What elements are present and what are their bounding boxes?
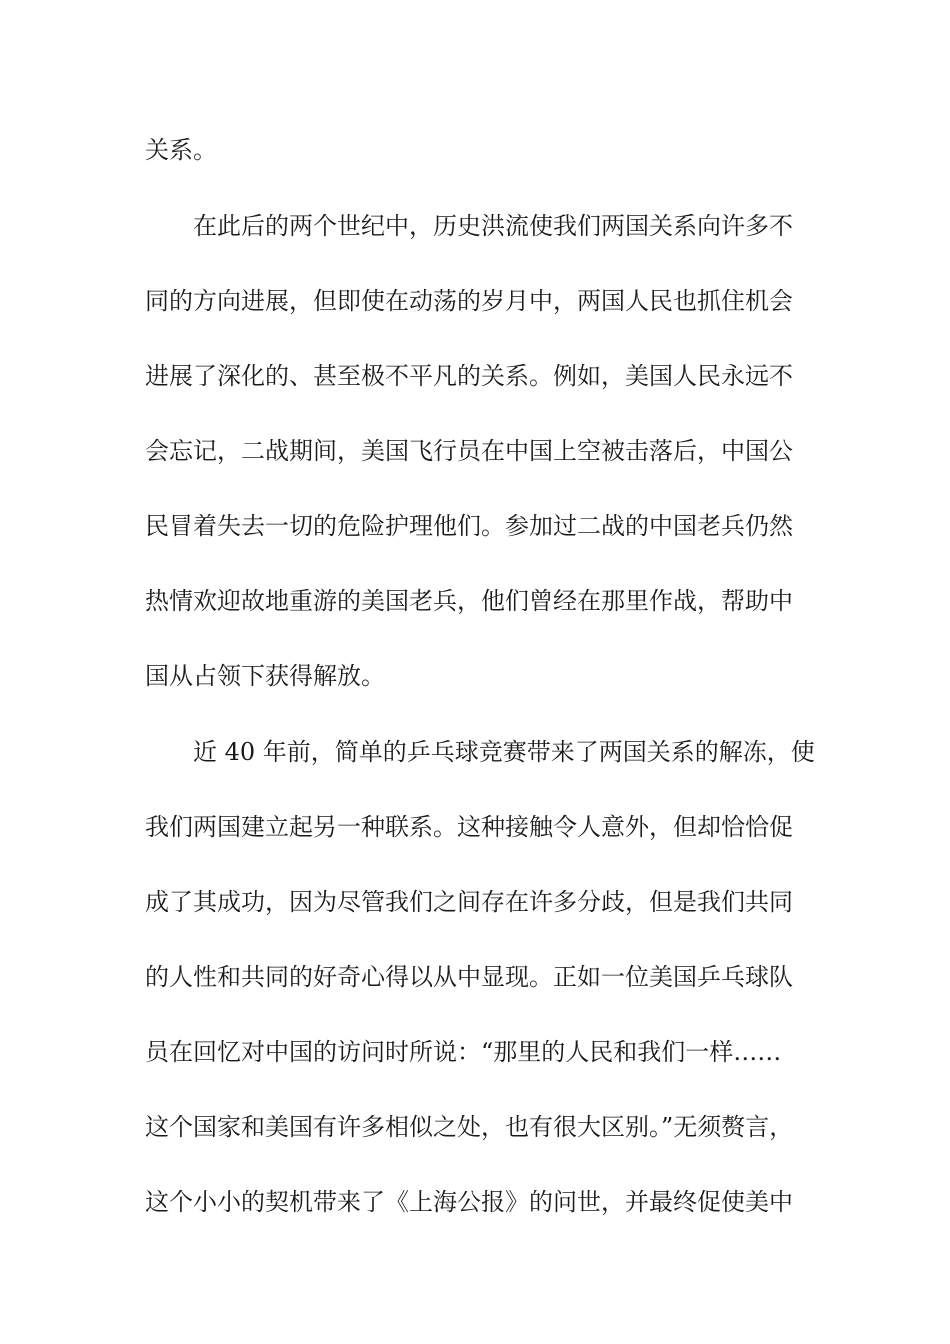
text-line: 成了其成功，因为尽管我们之间存在许多分歧，但是我们共同 (145, 888, 793, 916)
text-line: 同的方向进展，但即使在动荡的岁月中，两国人民也抓住机会 (145, 287, 793, 315)
text-line: 关系。 (145, 136, 217, 164)
text-line: 我们两国建立起另一种联系。这种接触令人意外，但却恰恰促 (145, 813, 793, 841)
text-line: 这个小小的契机带来了《上海公报》的问世，并最终促使美中 (145, 1188, 793, 1216)
text-line: 的人性和共同的好奇心得以从中显现。正如一位美国乒乓球队 (145, 963, 793, 991)
paragraph-first-line: 近 40 年前，简单的乒乓球竞赛带来了两国关系的解冻，使 (193, 738, 815, 766)
text-line: 员在回忆对中国的访问时所说：“那里的人民和我们一样…… (145, 1038, 782, 1066)
text-line: 民冒着失去一切的危险护理他们。参加过二战的中国老兵仍然 (145, 512, 793, 540)
paragraph-first-line: 在此后的两个世纪中，历史洪流使我们两国关系向许多不 (193, 212, 793, 240)
text-line: 会忘记，二战期间，美国飞行员在中国上空被击落后，中国公 (145, 437, 793, 465)
text-line: 国从占领下获得解放。 (145, 662, 385, 690)
text-line: 这个国家和美国有许多相似之处，也有很大区别。”无须赘言， (145, 1113, 794, 1141)
text-line: 进展了深化的、甚至极不平凡的关系。例如，美国人民永远不 (145, 362, 793, 390)
text-line: 热情欢迎故地重游的美国老兵，他们曾经在那里作战，帮助中 (145, 587, 793, 615)
